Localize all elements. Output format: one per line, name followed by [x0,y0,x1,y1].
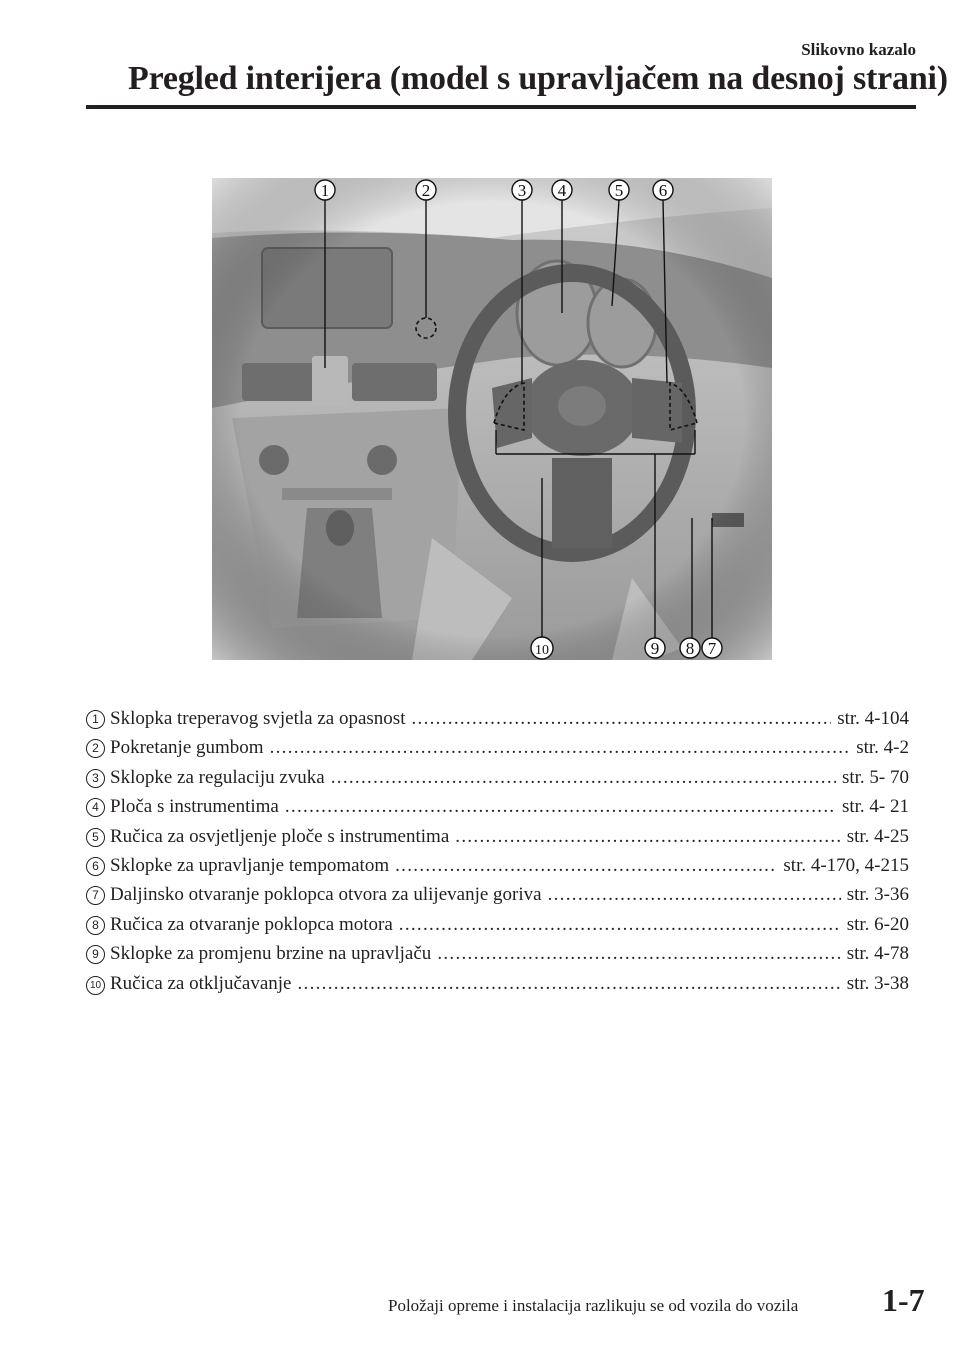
callout-10 [531,637,553,659]
page-title: Pregled interijera (model s upravljačem na desnoj strani) [128,60,948,97]
legend-item [86,704,909,733]
item-number-badge: 8 [86,916,105,935]
item-label: Sklopke za promjenu brzine na upravljaču [110,943,432,965]
page-reference: str. 3-36 [846,884,909,906]
svg-text:3: 3 [517,181,527,200]
svg-text:6: 6 [658,181,668,200]
legend-item [86,910,909,939]
dot-leader [548,880,841,909]
legend-item [86,939,909,968]
svg-text:9: 9 [650,639,660,658]
item-label: Sklopka treperavog svjetla za opasnost [110,708,406,729]
item-label: Ručica za otključavanje [110,972,292,994]
callout-7 [702,638,722,658]
item-number-badge: 4 [86,798,105,817]
page-reference: str. 6-20 [846,913,909,935]
svg-text:8: 8 [685,639,695,658]
dot-leader [331,763,836,792]
interior-photo [212,178,772,660]
item-number-badge: 6 [86,857,105,876]
title-rule [86,105,916,109]
svg-text:5: 5 [614,181,624,200]
item-number-badge: 10 [86,976,105,995]
callout-5 [609,180,629,200]
page-reference: str. 4-2 [856,737,909,759]
callout-4 [552,180,572,200]
item-number-badge: 1 [86,710,105,729]
section-label: Slikovno kazalo [801,40,916,59]
item-label: Sklopke za upravljanje tempomatom [110,854,390,876]
dot-leader [437,939,840,968]
interior-figure [212,178,772,660]
svg-text:4: 4 [557,181,567,200]
item-label: Sklopke za regulaciju zvuka [110,766,325,788]
svg-text:10: 10 [535,643,549,658]
page-reference: str. 5- 70 [841,766,909,788]
callout-1 [315,180,335,200]
page-reference: str. 4-25 [846,825,909,847]
page-number: 1-7 [882,1282,925,1318]
item-label: Ručica za osvjetljenje ploče s instrumentima [110,825,450,847]
dot-leader [297,969,840,998]
item-label: Ručica za otvaranje poklopca motora [110,913,393,935]
svg-text:7: 7 [707,639,717,658]
item-number-badge: 7 [86,886,105,905]
dot-leader [399,910,841,939]
legend-item [86,792,909,821]
item-number-badge: 3 [86,769,105,788]
callout-2 [416,180,436,200]
item-label: Pokretanje gumbom [110,737,264,759]
item-number-badge: 9 [86,945,105,964]
legend-item [86,880,909,909]
callout-9 [645,638,665,658]
page-reference: str. 3-38 [846,972,909,994]
svg-text:1: 1 [320,181,330,200]
page-reference: str. 4-104 [837,708,909,729]
dot-leader [270,733,851,762]
callout-6 [653,180,673,200]
page-reference: str. 4-78 [846,943,909,965]
legend-item [86,969,909,998]
legend-item [86,851,909,880]
page-reference: str. 4-170, 4-215 [783,854,909,876]
dot-leader [411,704,831,733]
legend-item [86,733,909,762]
item-label: Ploča s instrumentima [110,796,279,818]
item-number-badge: 2 [86,739,105,758]
footer-note: Položaji opreme i instalacija razlikuju se od vozila do vozila [388,1296,799,1315]
item-number-badge: 5 [86,828,105,847]
dot-leader [395,851,777,880]
dot-leader [285,792,836,821]
page-reference: str. 4- 21 [841,796,909,818]
dot-leader [455,822,840,851]
svg-text:2: 2 [421,181,431,200]
legend-item [86,822,909,851]
item-label: Daljinsko otvaranje poklopca otvora za ulijevanje goriva [110,884,542,906]
callout-3 [512,180,532,200]
legend-item [86,763,909,792]
callout-8 [680,638,700,658]
legend-list [86,704,909,998]
